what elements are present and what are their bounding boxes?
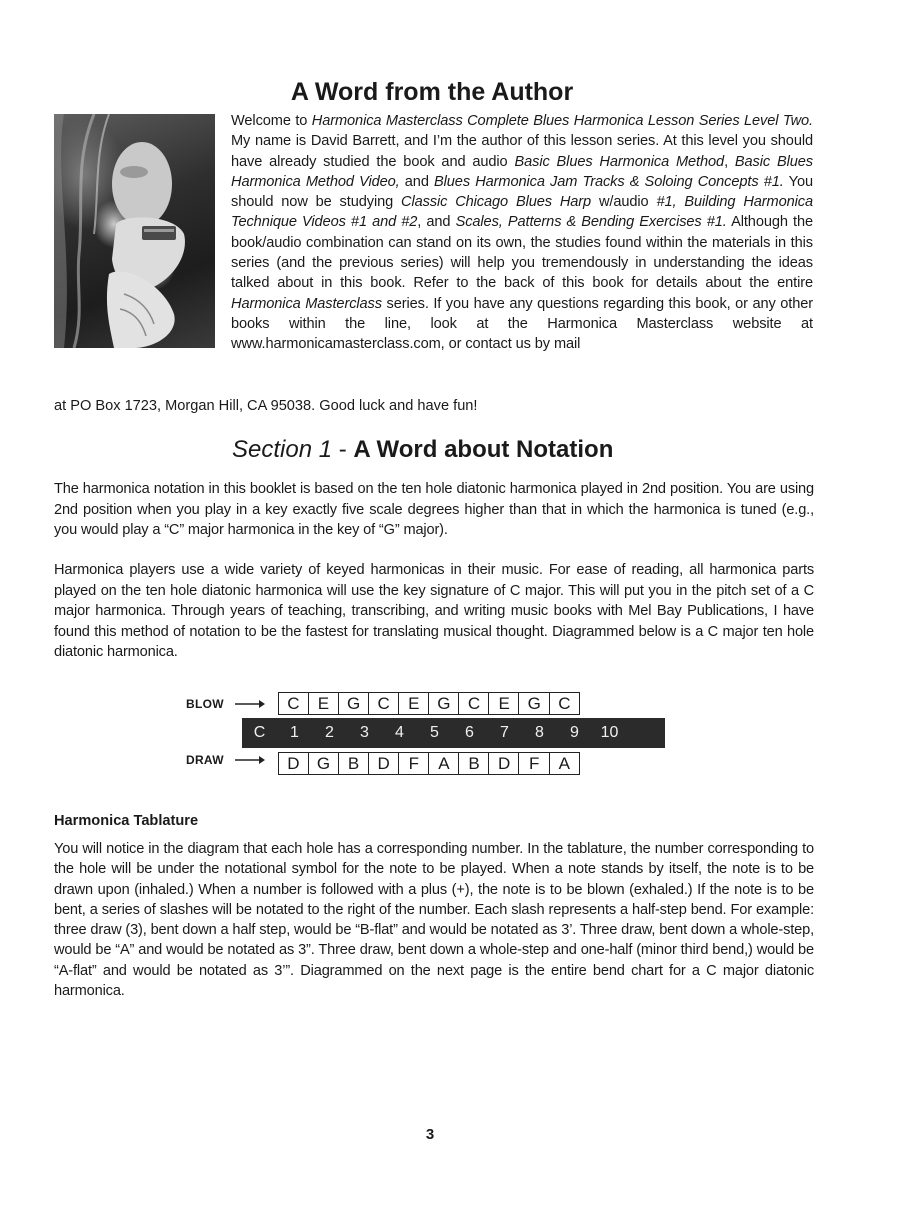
draw-note-cell: G: [308, 752, 340, 775]
notation-paragraph-2: Harmonica players use a wide variety of keyed harmonicas in their music. For ease of reading, all harmonica parts played on the ten hole diatonic harmonica will use the key signature of C major. This will put you in the pitch set of a C major harmonica. Through years of teaching, transcribing, and writing music books with Mel Bay Publications, I have found this method of notation to be the fastest for translating musical thought. Diagrammed below is a C major ten hole diatonic harmonica.: [54, 562, 814, 660]
intro-text-run: Scales, Patterns & Bending Exercises #1.: [455, 214, 727, 231]
blow-note-cell: G: [518, 692, 550, 715]
harmonica-key-label: C: [253, 724, 266, 741]
intro-text-run: Harmonica Masterclass Complete Blues Harmonica Lesson Series Level Two.: [311, 113, 813, 129]
intro-text-run: Harmonica Masterclass: [231, 295, 382, 312]
blow-note-cell: C: [458, 692, 490, 715]
hole-number: 7: [500, 724, 509, 741]
draw-label: DRAW: [186, 753, 224, 767]
blow-note-cell: C: [278, 692, 310, 715]
draw-arrow-icon: [235, 756, 265, 764]
draw-note-cell: B: [338, 752, 370, 775]
hole-number: 2: [325, 724, 334, 741]
hole-number: 4: [395, 724, 404, 741]
blow-note-cell: G: [428, 692, 460, 715]
author-portrait-harmonica-icon: [54, 114, 215, 348]
blow-note-cell: G: [338, 692, 370, 715]
hole-number: 5: [430, 724, 439, 741]
section-heading: [232, 436, 662, 464]
hole-number: 9: [570, 724, 579, 741]
draw-note-cell: D: [278, 752, 310, 775]
intro-text-run: Blues Harmonica Jam Tracks & Soloing Concepts #1.: [434, 173, 784, 190]
blow-note-cell: E: [398, 692, 430, 715]
blow-arrow-icon: [235, 700, 265, 708]
author-intro-paragraph: [231, 111, 813, 355]
notation-paragraph-1: The harmonica notation in this booklet is based on the ten hole diatonic harmonica played in 2nd position. You are using 2nd position when you play in a key exactly five scale degrees higher than that in which the harmonica is tuned (e.g., you would play a “C” major harmonica in the key of “G” major).: [54, 481, 814, 538]
hole-number: 1: [290, 724, 299, 741]
hole-number: 6: [465, 724, 474, 741]
tablature-heading: Harmonica Tablature: [54, 813, 199, 829]
intro-text-run: You should now be studying: [231, 173, 813, 211]
intro-text-run: series. If you have any questions regarding this book, or any other books within the line, look at the Harmonica Masterclass website at www.harmonicamasterclass.com, or contact us by mail: [231, 295, 814, 353]
section-name: A Word about Notation: [353, 436, 614, 463]
draw-note-cell: A: [549, 752, 581, 775]
draw-note-cell: F: [398, 752, 430, 775]
intro-text-run: My name is David Barrett, and I’m the author of this lesson series. At this level you should have already studied the book and audio: [231, 133, 813, 170]
blow-notes-row: [279, 692, 580, 715]
page-number: 3: [425, 1126, 435, 1143]
page-title: A Word from the Author: [290, 78, 574, 106]
draw-note-cell: A: [428, 752, 460, 775]
intro-text-run: ,: [724, 153, 735, 170]
intro-text-run: Classic Chicago Blues Harp: [401, 194, 592, 211]
intro-text-run: and: [399, 173, 435, 190]
hole-number: 10: [600, 724, 619, 741]
draw-note-cell: D: [368, 752, 400, 775]
section-number: Section 1: [232, 436, 333, 463]
tablature-paragraph: You will notice in the diagram that each hole has a corresponding number. In the tablature, the number corresponding to the hole will be under the notational symbol for the note to be played. When a note stands by itself, the note is to be drawn upon (inhaled.) When a number is followed with a plus (+), the note is to be blown (exhaled.) If the note is to be bent, a series of slashes will be notated to the right of the number. Each slash represents a half-step bend. For example: three draw (3), bent down a half step, would be “B-flat” and would be notated as 3’. Three draw, bent down a whole-step, would be “A” and would be notated as 3”. Three draw, bent down a whole-step and one-half (minor third bend,) would be “A-flat” and would be notated as 3’”. Diagrammed on the next page is the entire bend chart for a C major diatonic harmonica.: [54, 841, 814, 1000]
draw-note-cell: B: [458, 752, 490, 775]
author-intro-last-line: at PO Box 1723, Morgan Hill, CA 95038. Good luck and have fun!: [54, 398, 478, 414]
intro-text-run: Welcome to: [231, 113, 312, 129]
intro-text-run: Basic Blues Harmonica Method: [514, 153, 725, 170]
intro-text-run: Although the book/audio combination can stand on its own, the studies found within the materials in this series (and the previous series) will help you tremendously in understanding the ideas talked about in this book. Refer to the back of this book for details about the entire: [231, 214, 813, 292]
draw-note-cell: D: [488, 752, 520, 775]
blow-note-cell: E: [308, 692, 340, 715]
harmonica-diagram: [186, 692, 666, 777]
author-photo: [54, 114, 215, 348]
draw-notes-row: [279, 752, 580, 775]
hole-numbers-bar: [242, 718, 665, 748]
hole-number: 3: [360, 724, 369, 741]
blow-note-cell: C: [549, 692, 581, 715]
intro-text-run: Basic Blues Harmonica Method Video,: [231, 153, 813, 190]
intro-text-run: #1, Building Harmonica Technique Videos #1 and #2: [231, 194, 813, 231]
intro-text-run: , and: [417, 214, 456, 231]
blow-label: BLOW: [186, 697, 224, 711]
blow-note-cell: E: [488, 692, 520, 715]
intro-text-run: w/audio: [591, 194, 657, 211]
blow-note-cell: C: [368, 692, 400, 715]
section-dash: -: [332, 436, 354, 463]
draw-note-cell: F: [518, 752, 550, 775]
hole-number: 8: [535, 724, 544, 741]
